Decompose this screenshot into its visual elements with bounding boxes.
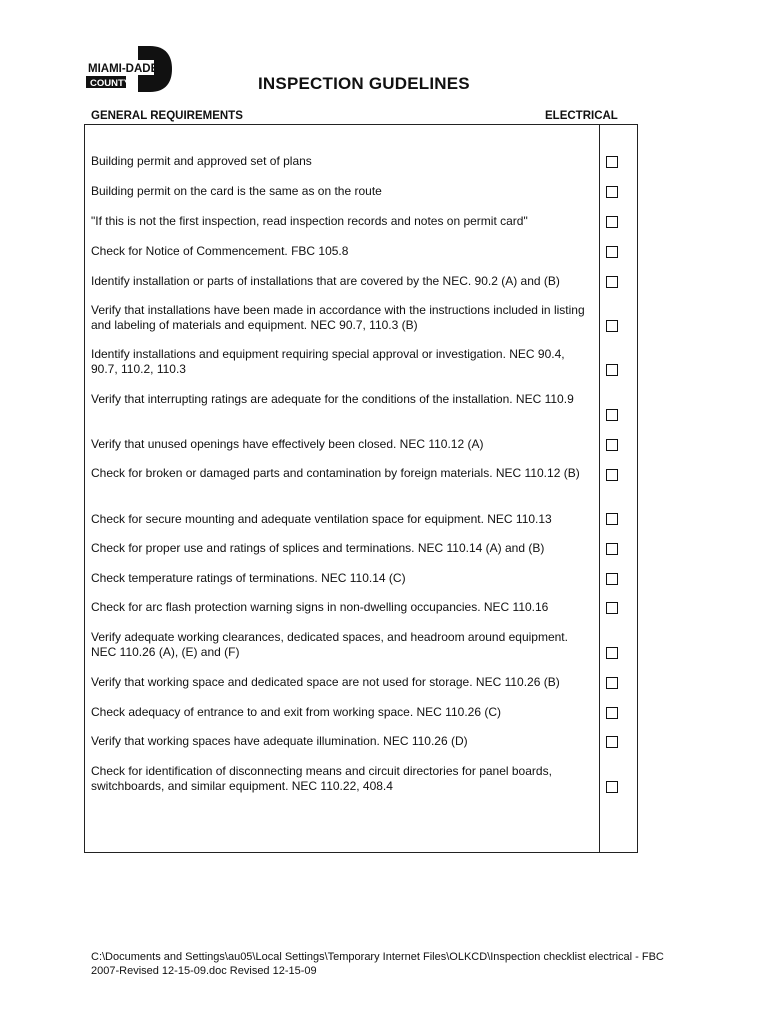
checklist-checkbox[interactable] [606, 647, 618, 659]
checklist-checkbox[interactable] [606, 320, 618, 332]
checklist-checkbox[interactable] [606, 602, 618, 614]
checklist-checkbox[interactable] [606, 276, 618, 288]
checklist-checkbox[interactable] [606, 364, 618, 376]
checklist-item-text: Check for proper use and ratings of splices and terminations. NEC 110.14 (A) and (B) [91, 541, 545, 555]
checklist-item-text: Identify installations and equipment requiring special approval or investigation. NEC 90.4, 90.7, 110.2, 110.3 [91, 347, 565, 376]
checklist-item-text: Check for arc flash protection warning signs in non-dwelling occupancies. NEC 110.16 [91, 600, 549, 614]
checklist-item-text: Verify that installations have been made in accordance with the instructions included in listing and labeling of materials and equipment. NEC 90.7, 110.3 (B) [91, 303, 585, 332]
checklist-item-text: Verify that working spaces have adequate illumination. NEC 110.26 (D) [91, 734, 468, 748]
checklist-item-text: Check for broken or damaged parts and contamination by foreign materials. NEC 110.12 (B) [91, 466, 580, 480]
checklist-checkbox[interactable] [606, 246, 618, 258]
checklist-checkbox[interactable] [606, 513, 618, 525]
section-electrical: ELECTRICAL [545, 110, 618, 122]
checklist-item-text: Check for secure mounting and adequate ventilation space for equipment. NEC 110.13 [91, 512, 552, 526]
checklist-item-text: Verify that interrupting ratings are adequate for the conditions of the installation. NEC 110.9 [91, 392, 574, 406]
checklist-item-text: Building permit on the card is the same as on the route [91, 184, 382, 198]
checklist-checkbox[interactable] [606, 677, 618, 689]
miami-dade-county-logo [86, 46, 172, 92]
inspection-checklist [84, 124, 638, 853]
checklist-checkbox[interactable] [606, 156, 618, 168]
checklist-checkbox[interactable] [606, 781, 618, 793]
checklist-item-text: Building permit and approved set of plans [91, 154, 312, 168]
footer-file-path: C:\Documents and Settings\au05\Local Settings\Temporary Internet Files\OLKCD\Inspection checklist electrical - FBC 2007-Revised 12-15-09.doc Revised 12-15-09 [91, 951, 664, 977]
checklist-checkbox[interactable] [606, 543, 618, 555]
logo-line2: COUNTY [90, 78, 131, 89]
checklist-item-text: Verify adequate working clearances, dedicated spaces, and headroom around equipment. NEC 110.26 (A), (E) and (F) [91, 630, 568, 659]
checklist-item-text: Check adequacy of entrance to and exit from working space. NEC 110.26 (C) [91, 705, 501, 719]
checklist-item-text: Identify installation or parts of installations that are covered by the NEC. 90.2 (A) and (B) [91, 274, 560, 288]
checklist-item-text: Check temperature ratings of terminations. NEC 110.14 (C) [91, 571, 406, 585]
checklist-checkbox[interactable] [606, 409, 618, 421]
checkbox-column-divider [599, 125, 600, 852]
logo-line1: MIAMI-DADE [88, 63, 159, 75]
checklist-item-text: Check for Notice of Commencement. FBC 105.8 [91, 244, 349, 258]
checklist-checkbox[interactable] [606, 573, 618, 585]
checklist-checkbox[interactable] [606, 216, 618, 228]
document-title: INSPECTION GUDELINES [258, 74, 470, 93]
checklist-checkbox[interactable] [606, 707, 618, 719]
checklist-checkbox[interactable] [606, 736, 618, 748]
checklist-checkbox[interactable] [606, 186, 618, 198]
checklist-checkbox[interactable] [606, 439, 618, 451]
section-general-requirements: GENERAL REQUIREMENTS [91, 110, 243, 122]
checklist-item-text: Verify that unused openings have effectively been closed. NEC 110.12 (A) [91, 437, 484, 451]
checklist-item-text: Check for identification of disconnecting means and circuit directories for panel boards, switchboards, and similar equipment. NEC 110.22, 408.4 [91, 764, 552, 793]
checklist-item-text: Verify that working space and dedicated space are not used for storage. NEC 110.26 (B) [91, 675, 560, 689]
checklist-item-text: "If this is not the first inspection, read inspection records and notes on permit card" [91, 214, 528, 228]
checklist-checkbox[interactable] [606, 469, 618, 481]
